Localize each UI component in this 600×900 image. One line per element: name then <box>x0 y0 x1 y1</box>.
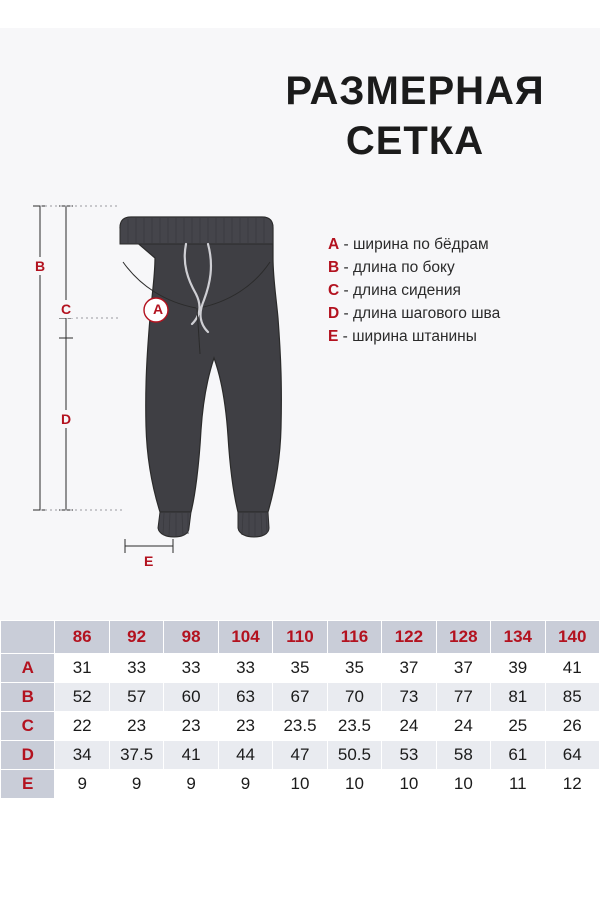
marker-a: A <box>153 301 164 317</box>
cell: 39 <box>491 654 545 683</box>
legend-item <box>328 302 578 325</box>
col-header: 116 <box>327 621 381 654</box>
cell: 24 <box>436 712 490 741</box>
illustration-panel <box>0 28 600 620</box>
table-corner <box>1 621 55 654</box>
col-header: 140 <box>545 621 599 654</box>
col-header: 98 <box>164 621 218 654</box>
legend-item <box>328 256 578 279</box>
legend-key-b: B <box>328 259 340 276</box>
cell: 35 <box>273 654 327 683</box>
page-title: РАЗМЕРНАЯ СЕТКА <box>285 69 545 163</box>
legend-text-e: - ширина штанины <box>342 328 477 345</box>
cell: 10 <box>327 770 381 799</box>
legend-key-c: C <box>328 282 340 299</box>
cell: 12 <box>545 770 599 799</box>
row-header: C <box>1 712 55 741</box>
cell: 50.5 <box>327 741 381 770</box>
cell: 33 <box>109 654 163 683</box>
cell: 23 <box>218 712 272 741</box>
legend-text-c: - длина сидения <box>343 282 461 299</box>
cell: 35 <box>327 654 381 683</box>
cell: 47 <box>273 741 327 770</box>
cell: 10 <box>436 770 490 799</box>
cell: 60 <box>164 683 218 712</box>
label-e: E <box>144 553 154 569</box>
cell: 9 <box>164 770 218 799</box>
cell: 23 <box>164 712 218 741</box>
cell: 73 <box>382 683 436 712</box>
cell: 10 <box>382 770 436 799</box>
table-header-row <box>1 621 600 654</box>
cell: 41 <box>545 654 599 683</box>
cell: 67 <box>273 683 327 712</box>
cell: 22 <box>55 712 109 741</box>
table-row <box>1 654 600 683</box>
cell: 9 <box>109 770 163 799</box>
cell: 58 <box>436 741 490 770</box>
table-row <box>1 741 600 770</box>
label-d: D <box>61 411 72 427</box>
cell: 37 <box>382 654 436 683</box>
legend-text-b: - длина по боку <box>343 259 455 276</box>
size-table-wrap <box>0 620 600 799</box>
cell: 23.5 <box>273 712 327 741</box>
cell: 34 <box>55 741 109 770</box>
col-header: 92 <box>109 621 163 654</box>
label-b: B <box>35 258 46 274</box>
cell: 52 <box>55 683 109 712</box>
cell: 77 <box>436 683 490 712</box>
cell: 33 <box>218 654 272 683</box>
legend-text-a: - ширина по бёдрам <box>343 236 489 253</box>
col-header: 122 <box>382 621 436 654</box>
legend-key-e: E <box>328 328 339 345</box>
bottom-spacer <box>0 858 600 900</box>
table-row <box>1 712 600 741</box>
cell: 10 <box>273 770 327 799</box>
size-table <box>0 620 600 799</box>
row-header: D <box>1 741 55 770</box>
cell: 9 <box>218 770 272 799</box>
legend-key-d: D <box>328 305 340 322</box>
cell: 41 <box>164 741 218 770</box>
cell: 61 <box>491 741 545 770</box>
cell: 33 <box>164 654 218 683</box>
legend-text-d: - длина шагового шва <box>343 305 501 322</box>
col-header: 104 <box>218 621 272 654</box>
cell: 23 <box>109 712 163 741</box>
row-header: B <box>1 683 55 712</box>
label-c: C <box>61 301 72 317</box>
legend-item <box>328 279 578 302</box>
cell: 53 <box>382 741 436 770</box>
col-header: 128 <box>436 621 490 654</box>
cell: 23.5 <box>327 712 381 741</box>
cell: 24 <box>382 712 436 741</box>
cell: 85 <box>545 683 599 712</box>
cell: 44 <box>218 741 272 770</box>
cell: 25 <box>491 712 545 741</box>
cell: 70 <box>327 683 381 712</box>
cell: 37 <box>436 654 490 683</box>
row-header: A <box>1 654 55 683</box>
col-header: 86 <box>55 621 109 654</box>
cell: 11 <box>491 770 545 799</box>
col-header: 134 <box>491 621 545 654</box>
legend-item <box>328 233 578 256</box>
row-header: E <box>1 770 55 799</box>
legend-item <box>328 325 578 348</box>
legend-key-a: A <box>328 236 340 253</box>
cell: 63 <box>218 683 272 712</box>
cell: 9 <box>55 770 109 799</box>
cell: 81 <box>491 683 545 712</box>
cell: 57 <box>109 683 163 712</box>
table-row <box>1 683 600 712</box>
col-header: 110 <box>273 621 327 654</box>
cell: 31 <box>55 654 109 683</box>
legend <box>328 233 578 348</box>
cell: 37.5 <box>109 741 163 770</box>
table-row <box>1 770 600 799</box>
cell: 26 <box>545 712 599 741</box>
cell: 64 <box>545 741 599 770</box>
